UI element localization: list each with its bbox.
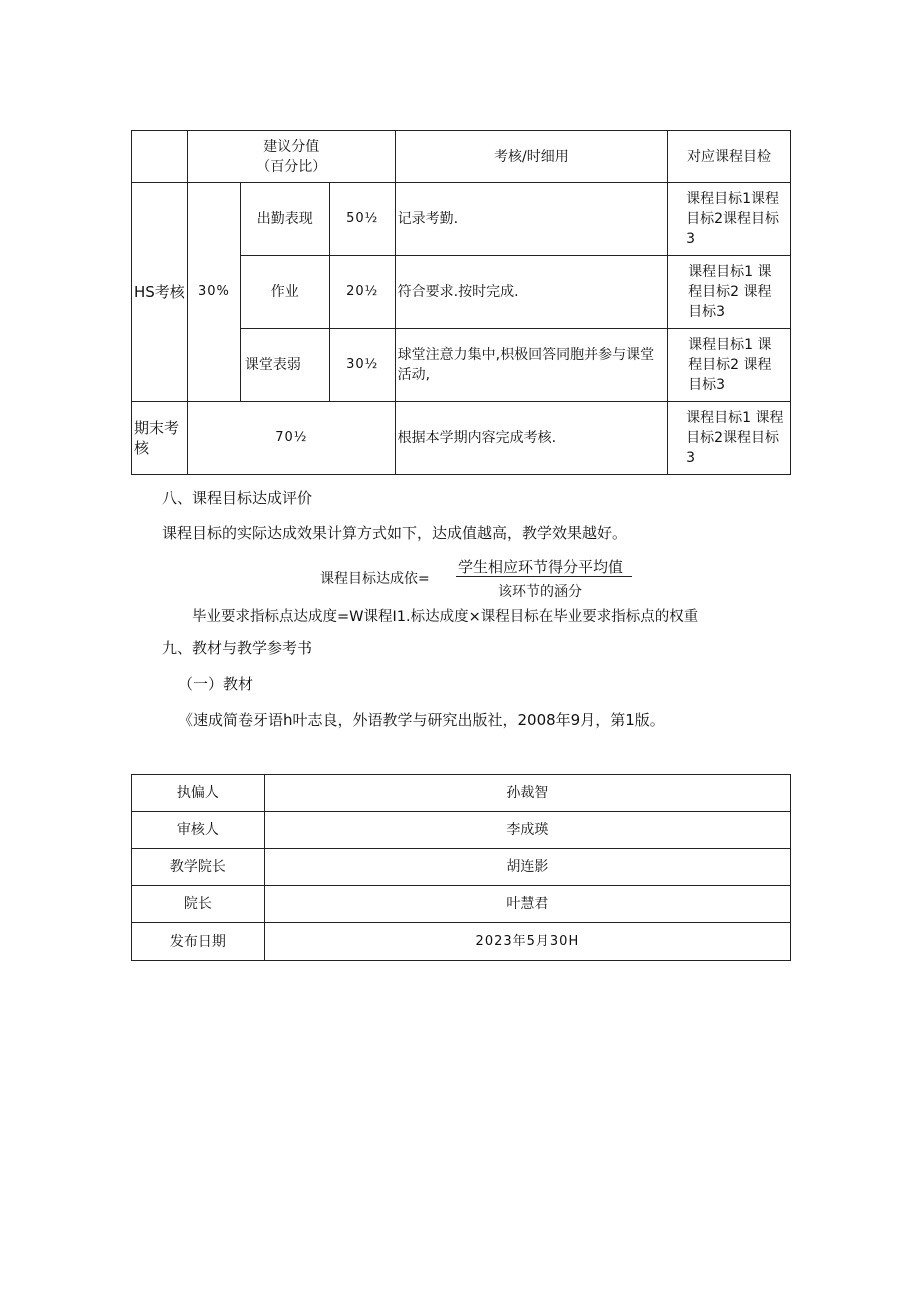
section9-heading: 九、教材与教学参考书 xyxy=(162,639,313,657)
item-percent: 20½ xyxy=(329,256,395,329)
item-goals: 课程目标1课程目标2课程目标3 xyxy=(668,183,791,256)
header-score-line1: 建议分值 xyxy=(263,138,320,155)
usual-weight: 30% xyxy=(187,183,240,402)
signoff-table xyxy=(131,774,791,961)
formula-label: 课程目标达成依= xyxy=(320,571,430,587)
item-percent: 30½ xyxy=(329,329,395,402)
item-goals: 课程目标1 课程目标2 课程目标3 xyxy=(668,329,791,402)
item-name: 作业 xyxy=(240,256,329,329)
usual-label xyxy=(132,183,188,402)
final-label: 期末考核 xyxy=(132,402,188,475)
section8-intro: 课程目标的实际达成效果计算方式如下，达成值越高，教学效果越好。 xyxy=(162,524,628,542)
formula-denominator: 该环节的涵分 xyxy=(498,584,582,600)
item-criteria: 记录考勤. xyxy=(395,183,667,256)
item-name: 出勤表现 xyxy=(240,183,329,256)
item-percent: 50½ xyxy=(329,183,395,256)
signoff-value: 2023年5月30H xyxy=(264,923,790,961)
item-goals: 课程目标1 课程目标2 课程目标3 xyxy=(668,256,791,329)
signoff-value: 叶慧君 xyxy=(264,886,790,923)
usual-label-text: HS考核 xyxy=(134,283,185,301)
section9-subheading: （一）教材 xyxy=(178,675,254,693)
formula-fraction-bar xyxy=(456,576,632,577)
item-criteria: 球堂注意力集中,枳极回答同胞并参与课堂活动, xyxy=(395,329,667,402)
signoff-label: 审核人 xyxy=(132,812,265,849)
textbook-line: 《速成简卷牙语h叶志良，外语教学与研究出版社，2008年9月，第1版。 xyxy=(178,711,665,729)
section8-heading: 八、课程目标达成评价 xyxy=(162,489,313,507)
signoff-label: 执偏人 xyxy=(132,775,265,812)
header-goals: 对应课程目检 xyxy=(668,131,791,183)
header-criteria: 考核/时细用 xyxy=(395,131,667,183)
item-name: 课堂表弱 xyxy=(240,329,329,402)
signoff-value: 胡连影 xyxy=(264,849,790,886)
item-criteria: 符合要求.按时完成. xyxy=(395,256,667,329)
formula-numerator: 学生相应环节得分平均值 xyxy=(458,558,624,576)
formula xyxy=(320,556,660,600)
signoff-label: 发布日期 xyxy=(132,923,265,961)
signoff-label: 院长 xyxy=(132,886,265,923)
signoff-label: 教学院长 xyxy=(132,849,265,886)
header-empty-cell xyxy=(132,131,188,183)
formula2: 毕业要求指标点达成度=W课程I1.标达成度×课程目标在毕业要求指标点的权重 xyxy=(192,609,699,625)
signoff-value: 孙裁智 xyxy=(264,775,790,812)
final-goals: 课程目标1 课程目标2课程目标3 xyxy=(668,402,791,475)
final-criteria: 根据本学期内容完成考核. xyxy=(395,402,667,475)
header-score-line2: （百分比） xyxy=(256,158,327,175)
signoff-value: 李成瑛 xyxy=(264,812,790,849)
header-score-cell xyxy=(187,131,395,183)
final-weight: 70½ xyxy=(187,402,395,475)
assessment-table xyxy=(131,130,791,475)
